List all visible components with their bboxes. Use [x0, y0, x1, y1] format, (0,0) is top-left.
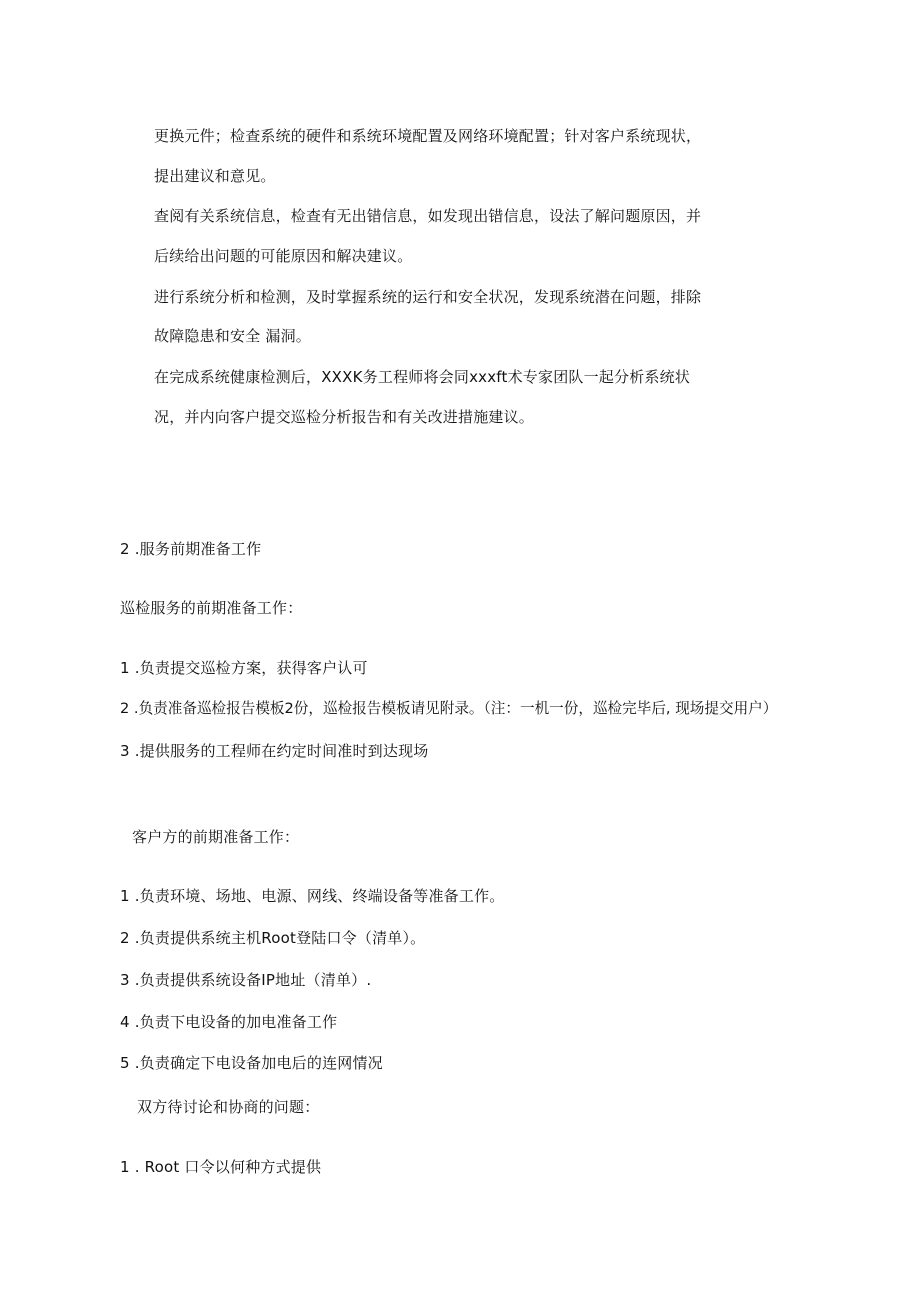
customer-prep-item: 4 .负责下电设备的加电准备工作: [120, 1013, 338, 1031]
discussion-title: 双方待讨论和协商的问题：: [137, 1098, 320, 1116]
discussion-item: 1 . Root 口令以何种方式提供: [120, 1158, 322, 1176]
intro-line-6: 故障隐患和安全 漏洞。: [154, 327, 311, 345]
intro-line-4: 后续给出问题的可能原因和解决建议。: [154, 247, 413, 265]
section-heading: 2 .服务前期准备工作: [120, 540, 262, 558]
intro-line-7: 在完成系统健康检测后，XXXK务工程师将会同xxxft术专家团队一起分析系统状: [154, 368, 690, 386]
inspection-prep-item: 3 .提供服务的工程师在约定时间准时到达现场: [120, 742, 429, 760]
intro-line-2: 提出建议和意见。: [154, 167, 276, 185]
intro-line-3: 查阅有关系统信息，检查有无出错信息，如发现出错信息，设法了解问题原因，并: [154, 207, 702, 225]
intro-line-1: 更换元件；检查系统的硬件和系统环境配置及网络环境配置；针对客户系统现状，: [154, 127, 702, 145]
intro-line-5: 进行系统分析和检测，及时掌握系统的运行和安全状况，发现系统潜在问题，排除: [154, 288, 702, 306]
customer-prep-item: 1 .负责环境、场地、电源、网线、终端设备等准备工作。: [120, 887, 505, 905]
customer-prep-item: 2 .负责提供系统主机Root登陆口令（清单）。: [120, 929, 426, 947]
intro-line-8: 况，并内向客户提交巡检分析报告和有关改进措施建议。: [154, 408, 535, 426]
customer-prep-item: 3 .负责提供系统设备IP地址（清单）.: [120, 971, 372, 989]
customer-prep-item: 5 .负责确定下电设备加电后的连网情况: [120, 1054, 383, 1072]
inspection-prep-item: 2 .负责准备巡检报告模板2份，巡检报告模板请见附录。（注：一机一份，巡检完毕后, 现场提交用户）: [120, 700, 778, 717]
inspection-prep-title: 巡检服务的前期准备工作：: [120, 599, 303, 617]
customer-prep-title: 客户方的前期准备工作：: [132, 828, 300, 846]
inspection-prep-item: 1 .负责提交巡检方案，获得客户认可: [120, 659, 368, 677]
